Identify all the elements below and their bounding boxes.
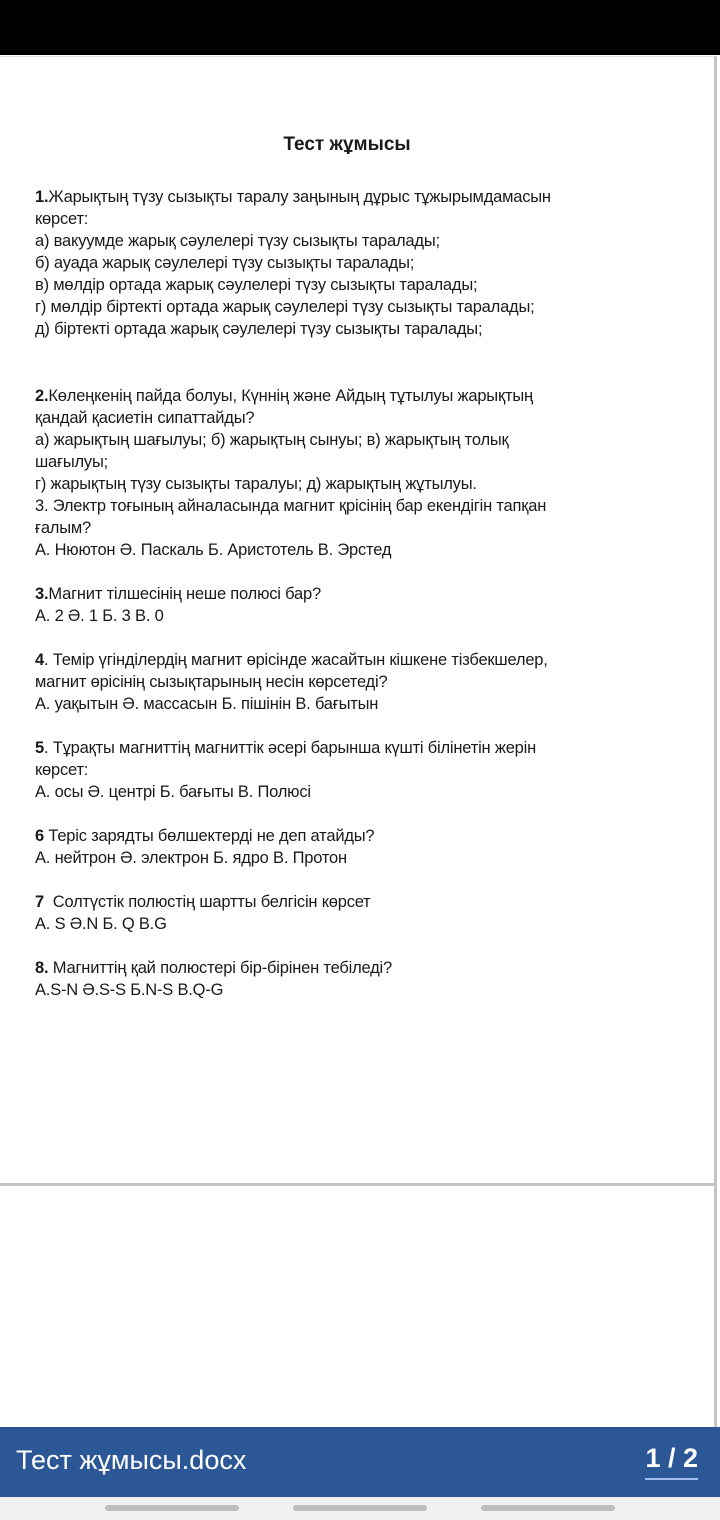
question-4	[35, 649, 695, 715]
line-text: Магниттің қай полюстері бір-бірінен тебіледі?	[48, 959, 392, 977]
question-line	[35, 539, 695, 561]
question-line	[35, 693, 695, 715]
line-text: А. Нюютон Ә. Паскаль Б. Аристотель В. Эрстед	[35, 541, 392, 559]
line-text: А. уақытын Ә. массасын Б. пішінін В. бағытын	[35, 695, 379, 713]
question-text	[35, 649, 695, 671]
question-line	[35, 517, 695, 539]
nav-handle-center[interactable]	[293, 1505, 427, 1511]
question-line	[35, 318, 695, 340]
question-line	[35, 429, 695, 451]
line-text: магнит өрісінің сызықтарының несін көрсетеді?	[35, 673, 388, 691]
question-text	[35, 583, 695, 605]
question-line	[35, 296, 695, 318]
question-number: 4	[35, 651, 44, 669]
question-1	[35, 186, 695, 340]
question-3	[35, 583, 695, 627]
line-text: 3. Электр тоғының айналасында магнит қрісінің бар екендігін тапқан	[35, 497, 547, 515]
question-number: 7	[35, 893, 44, 911]
question-line	[35, 252, 695, 274]
line-text: А. осы Ә. центрі Б. бағыты В. Полюсі	[35, 783, 311, 801]
question-7	[35, 891, 695, 935]
line-text: Жарықтың түзу сызықты таралу заңының дұрыс тұжырымдамасын	[48, 188, 551, 206]
question-text	[35, 957, 695, 979]
question-number: 1.	[35, 188, 49, 206]
line-text: Көлеңкенің пайда болуы, Күннің және Айдың тұтылуы жарықтың	[48, 387, 533, 405]
line-text: А. S Ә.N Б. Q B.G	[35, 915, 167, 933]
question-line	[35, 671, 695, 693]
question-line	[35, 495, 695, 517]
question-number: 3.	[35, 585, 49, 603]
line-text: А. нейтрон Ә. электрон Б. ядро В. Протон	[35, 849, 347, 867]
question-line	[35, 230, 695, 252]
question-line	[35, 605, 695, 627]
document-page-2[interactable]	[0, 1186, 717, 1427]
line-text: б) ауада жарық сәулелері түзу сызықты таралады;	[35, 254, 415, 272]
question-number: 5	[35, 739, 44, 757]
question-line	[35, 407, 695, 429]
question-line	[35, 979, 695, 1001]
line-text: Солтүстік полюстің шартты белгісін көрсет	[43, 893, 371, 911]
question-line	[35, 759, 695, 781]
navigation-bar	[0, 1497, 720, 1520]
line-text: г) мөлдір біртекті ортада жарық сәулелері түзу сызықты таралады;	[35, 298, 535, 316]
line-text: көрсет:	[35, 761, 89, 779]
line-text: шағылуы;	[35, 453, 109, 471]
line-text: A.S-N Ә.S-S Б.N-S B.Q-G	[35, 981, 224, 999]
line-text: а) жарықтың шағылуы; б) жарықтың сынуы; в) жарықтың толық	[35, 431, 509, 449]
question-number: 2.	[35, 387, 49, 405]
question-text	[35, 825, 695, 847]
question-line	[35, 274, 695, 296]
nav-handle-left[interactable]	[105, 1505, 239, 1511]
document-footer-bar	[0, 1427, 720, 1497]
line-text: . Темір үгінділердің магнит өрісінде жасайтын кішкене тізбекшелер,	[43, 651, 548, 669]
nav-handle-right[interactable]	[481, 1505, 615, 1511]
question-6	[35, 825, 695, 869]
question-text	[35, 891, 695, 913]
question-number: 8.	[35, 959, 49, 977]
line-text: д) біртекті ортада жарық сәулелері түзу сызықты таралады;	[35, 320, 483, 338]
question-text	[35, 385, 695, 407]
question-text	[35, 186, 695, 208]
line-text: . Тұрақты магниттің магниттік әсері барынша күшті білінетін жерін	[43, 739, 537, 757]
question-line	[35, 208, 695, 230]
page-indicator[interactable]: 1 / 2	[645, 1443, 698, 1480]
line-text: Магнит тілшесінің неше полюсі бар?	[48, 585, 321, 603]
line-text: Теріс зарядты бөлшектерді не деп атайды?	[43, 827, 375, 845]
line-text: ғалым?	[35, 519, 92, 537]
question-line	[35, 473, 695, 495]
question-line	[35, 781, 695, 803]
question-text	[35, 737, 695, 759]
question-line	[35, 913, 695, 935]
document-content	[35, 186, 695, 1023]
line-text: в) мөлдір ортада жарық сәулелері түзу сызықты таралады;	[35, 276, 478, 294]
document-title: Тест жұмысы	[283, 134, 411, 155]
question-5	[35, 737, 695, 803]
line-text: А. 2 Ә. 1 Б. 3 В. 0	[35, 607, 164, 625]
line-text: г) жарықтың түзу сызықты таралуы; д) жарықтың жұтылуы.	[35, 475, 477, 493]
question-line	[35, 847, 695, 869]
line-text: көрсет:	[35, 210, 89, 228]
question-line	[35, 451, 695, 473]
status-bar	[0, 0, 720, 55]
line-text: а) вакуумде жарық сәулелері түзу сызықты таралады;	[35, 232, 440, 250]
question-8	[35, 957, 695, 1001]
question-2	[35, 385, 695, 561]
question-number: 6	[35, 827, 44, 845]
line-text: қандай қасиетін сипаттайды?	[35, 409, 255, 427]
file-name: Тест жұмысы.docx	[16, 1445, 247, 1475]
